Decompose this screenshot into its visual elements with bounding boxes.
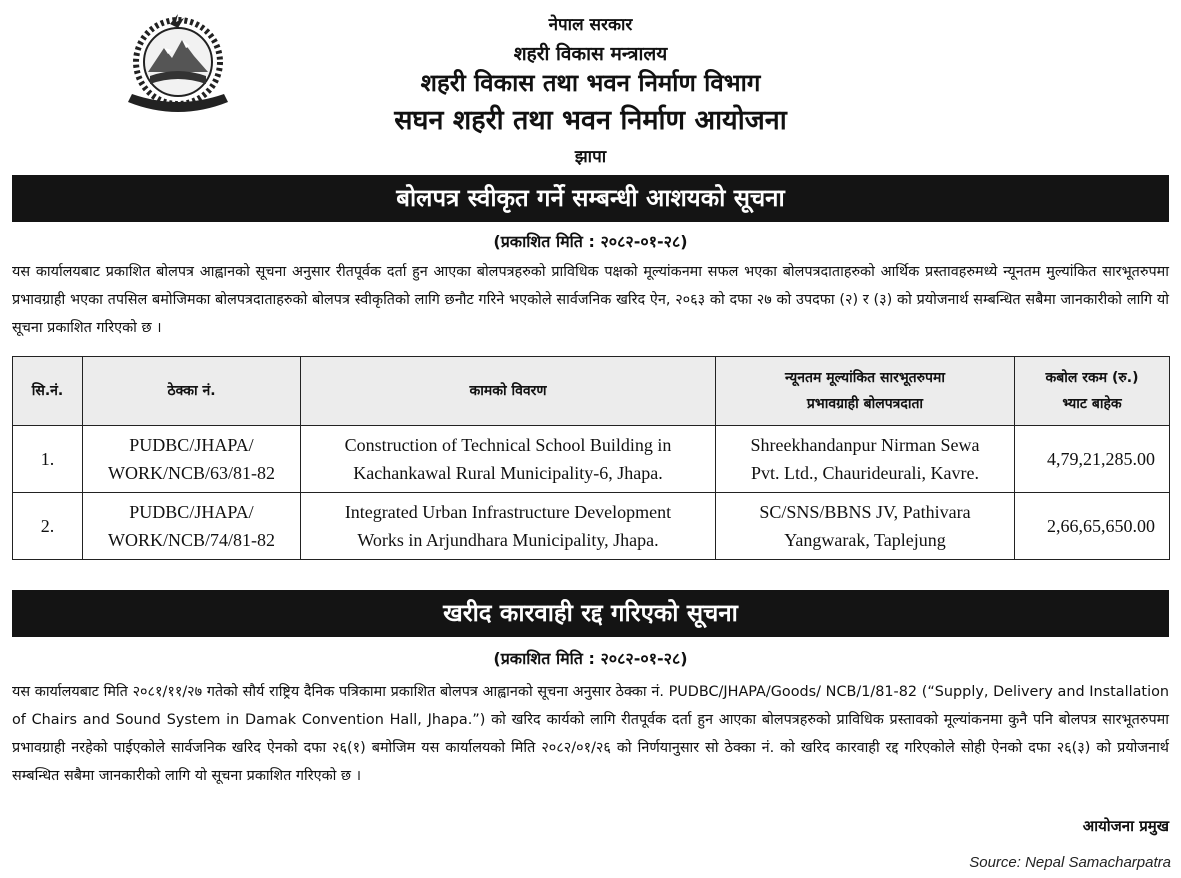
cell-contract-line1: PUDBC/JHAPA/ <box>129 435 254 455</box>
col-header-bidder-line1: न्यूनतम मूल्यांकित सारभूतरुपमा <box>785 370 945 386</box>
cell-contract <box>83 493 301 560</box>
table-row <box>13 426 1170 493</box>
cell-contract <box>83 426 301 493</box>
cell-description <box>301 426 716 493</box>
col-header-amount <box>1015 357 1170 426</box>
cell-description-line2: Kachankawal Rural Municipality-6, Jhapa. <box>353 463 663 483</box>
cell-bidder-line1: Shreekhandanpur Nirman Sewa <box>750 435 980 455</box>
header-project: सघन शहरी तथा भवन निर्माण आयोजना <box>394 105 787 136</box>
col-header-amount-line1: कबोल रकम (रु.) <box>1045 370 1139 386</box>
source-credit: Source: Nepal Samacharpatra <box>969 854 1171 871</box>
cell-sn: 2. <box>13 493 83 560</box>
notice2-published-date: (प्रकाशित मिति : २०८२-०१-२८) <box>493 649 688 668</box>
signature-project-chief: आयोजना प्रमुख <box>1082 817 1169 835</box>
col-header-description: कामको विवरण <box>301 357 716 426</box>
notice2-title-banner: खरीद कारवाही रद्द गरिएको सूचना <box>12 590 1169 637</box>
header-department: शहरी विकास तथा भवन निर्माण विभाग <box>420 69 761 97</box>
col-header-amount-line2: भ्याट बाहेक <box>1062 396 1122 412</box>
cell-contract-line2: WORK/NCB/74/81-82 <box>107 530 275 550</box>
cell-amount: 2,66,65,650.00 <box>1015 493 1170 560</box>
col-header-contract: ठेक्का नं. <box>83 357 301 426</box>
notice1-body: यस कार्यालयबाट प्रकाशित बोलपत्र आह्वानको सूचना अनुसार रीतपूर्वक दर्ता हुन आएका बोलपत्रहरुको प्राविधिक पक्षको मूल्यांकनमा सफल भएका बोलपत्रदाताहरुको आर्थिक प्रस्तावहरुमध्ये न्यूनतम मुल्यांकित सारभूतरुपमा प्रभावग्राही भएका तपसिल बमोजिमका बोलपत्रदाताहरुको बोलपत्र स्वीकृतिको लागि छनौट गरिने भएकोले सार्वजनिक खरिद ऐन, २०६३ को दफा २७ को उपदफा (२) र (३) को प्रयोजनार्थ सम्बन्धित सबैमा जानकारीको लागि यो सूचना प्रकाशित गरिएको छ । <box>12 264 1169 336</box>
cell-contract-line1: PUDBC/JHAPA/ <box>129 502 254 522</box>
notice1-published-date: (प्रकाशित मिति : २०८२-०१-२८) <box>493 232 688 251</box>
col-header-bidder <box>716 357 1015 426</box>
cell-bidder-line2: Pvt. Ltd., Chaurideurali, Kavre. <box>751 463 979 483</box>
cell-bidder-line2: Yangwarak, Taplejung <box>784 530 946 550</box>
table-row <box>13 493 1170 560</box>
header-location: झापा <box>574 147 607 167</box>
cell-bidder <box>716 426 1015 493</box>
cell-amount: 4,79,21,285.00 <box>1015 426 1170 493</box>
cell-bidder <box>716 493 1015 560</box>
cell-description <box>301 493 716 560</box>
header-government: नेपाल सरकार <box>548 15 633 35</box>
award-table <box>12 356 1170 560</box>
header-ministry: शहरी विकास मन्त्रालय <box>513 43 668 65</box>
notice1-title-banner: बोलपत्र स्वीकृत गर्ने सम्बन्धी आशयको सूचना <box>12 175 1169 222</box>
cell-description-line1: Construction of Technical School Building in <box>344 435 672 455</box>
notice2-body: यस कार्यालयबाट मिति २०८१/११/२७ गतेको सौर्य राष्ट्रिय दैनिक पत्रिकामा प्रकाशित बोलपत्र आह्वानको सूचना अनुसार ठेक्का नं. PUDBC/JHAPA/Goods/ NCB/1/81-82 (“Supply, Delivery and Installation of Chairs and Sound System in Damak Convention Hall, Jhapa.”) को खरिद कार्यको लागि रीतपूर्वक दर्ता हुन आएका बोलपत्रहरुको प्राविधिक प्रस्तावको मूल्यांकनमा कुनै पनि बोलपत्र सारभूतरुपमा प्रभावग्राही नरहेको पाईएकोले सार्वजनिक खरिद ऐनको दफा २६(१) बमोजिम यस कार्यालयको मिति २०८२/०१/२६ को निर्णयानुसार सो ठेक्का नं. को खरिद कारवाही रद्द गरिएकोले सोही ऐनको दफा २६(३) को प्रयोजनार्थ सम्बन्धित सबैमा जानकारीको लागि यो सूचना प्रकाशित गरिएको छ । <box>12 684 1169 784</box>
cell-bidder-line1: SC/SNS/BBNS JV, Pathivara <box>759 502 971 522</box>
table-header-row <box>13 357 1170 426</box>
col-header-bidder-line2: प्रभावग्राही बोलपत्रदाता <box>806 396 924 412</box>
cell-description-line2: Works in Arjundhara Municipality, Jhapa. <box>357 530 659 550</box>
cell-description-line1: Integrated Urban Infrastructure Development <box>344 502 672 522</box>
cell-sn: 1. <box>13 426 83 493</box>
col-header-sn: सि.नं. <box>13 357 83 426</box>
cell-contract-line2: WORK/NCB/63/81-82 <box>107 463 275 483</box>
